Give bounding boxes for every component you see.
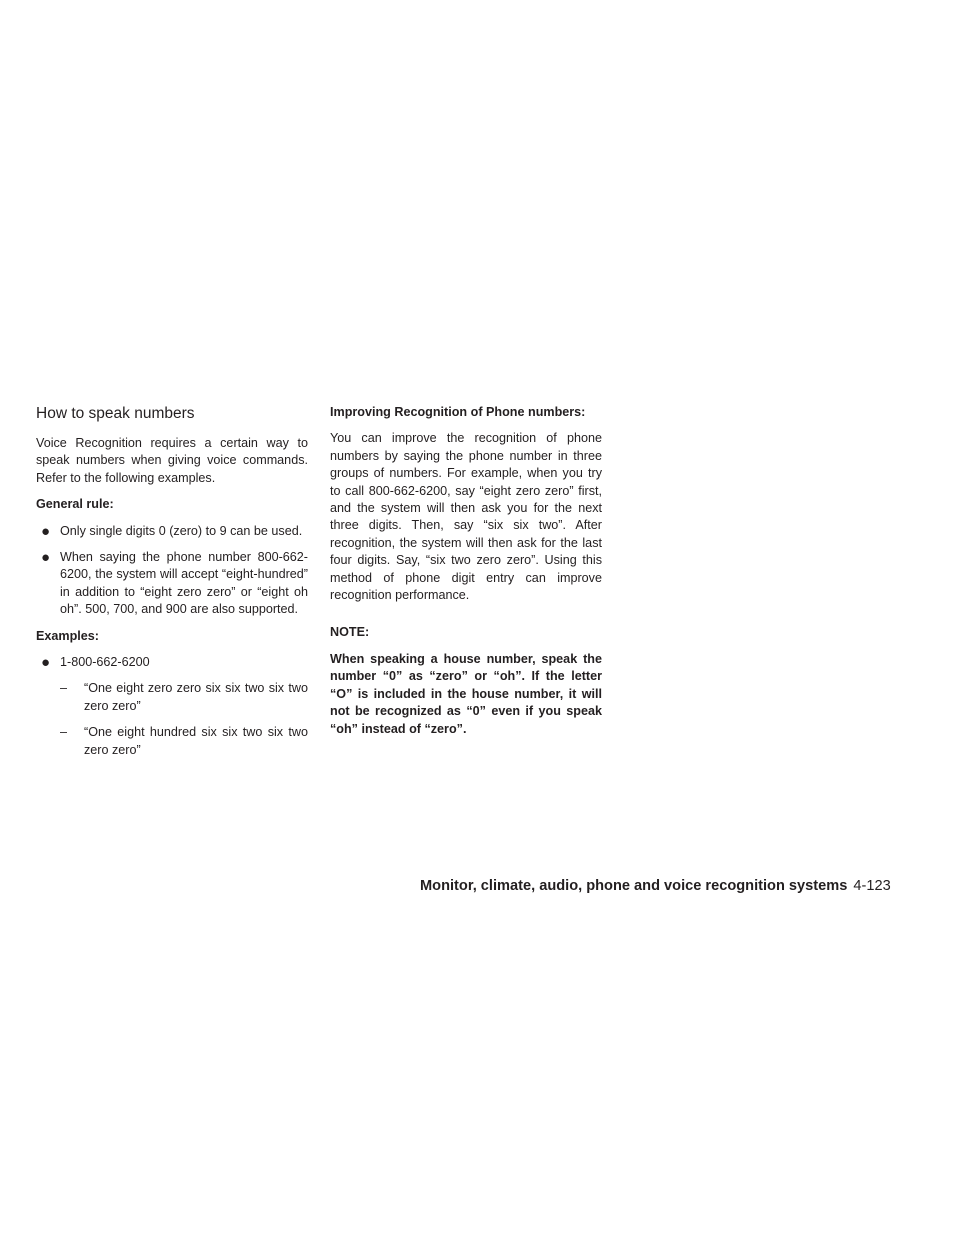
general-rules-list [36,523,308,619]
footer-section-title: Monitor, climate, audio, phone and voice recognition systems [420,878,848,894]
dash-icon: – [60,681,68,696]
examples-list [36,654,308,759]
list-item: – “One eight hundred six six two six two zero zero” [60,725,308,757]
example-phrases [60,680,308,759]
right-column [330,404,602,738]
list-item: ● When saying the phone number 800-662-6200, the system will accept “eight-hundred” in addition to “eight zero zero” or “eight oh oh”. 500, 700, and 900 are also supported. [41,549,308,617]
subheading: Improving Recognition of Phone numbers: [330,405,586,419]
left-column [36,404,308,768]
list-item: – “One eight zero zero six six two six two zero zero” [60,681,308,713]
general-rule-label: General rule: [36,497,114,512]
note-label: NOTE: [330,625,370,640]
note-text: When speaking a house number, speak the number “0” as “zero” or “oh”. If the letter “O” is included in the house number, it will not be recognized as “0” even if you speak “oh” instead of “zero”. [330,651,602,736]
examples-label: Examples: [36,628,99,643]
list-item [36,654,308,759]
bullet-icon: ● [41,654,51,672]
section-heading: How to speak numbers [36,405,195,422]
bullet-icon: ● [41,549,51,567]
dash-icon: – [60,725,68,740]
page-footer [420,878,900,894]
example-number: 1-800-662-6200 [60,655,150,670]
bullet-icon: ● [41,522,51,540]
list-item: ● Only single digits 0 (zero) to 9 can be used. [41,522,303,540]
intro-paragraph: Voice Recognition requires a certain way to speak numbers when giving voice commands. Refer to the following examples. [36,436,308,485]
body-paragraph: You can improve the recognition of phone numbers by saying the phone number in three groups of numbers. For example, when you try to call 800-662-6200, say “eight zero zero” first, and the system will then ask you for the next three digits. Then, say “six six two”. After recognition, the system will then ask for the last four digits. Say, “six two zero zero”. Using this method of phone digit entry can improve recognition performance. [330,431,602,603]
page-number: 4-123 [853,878,891,894]
